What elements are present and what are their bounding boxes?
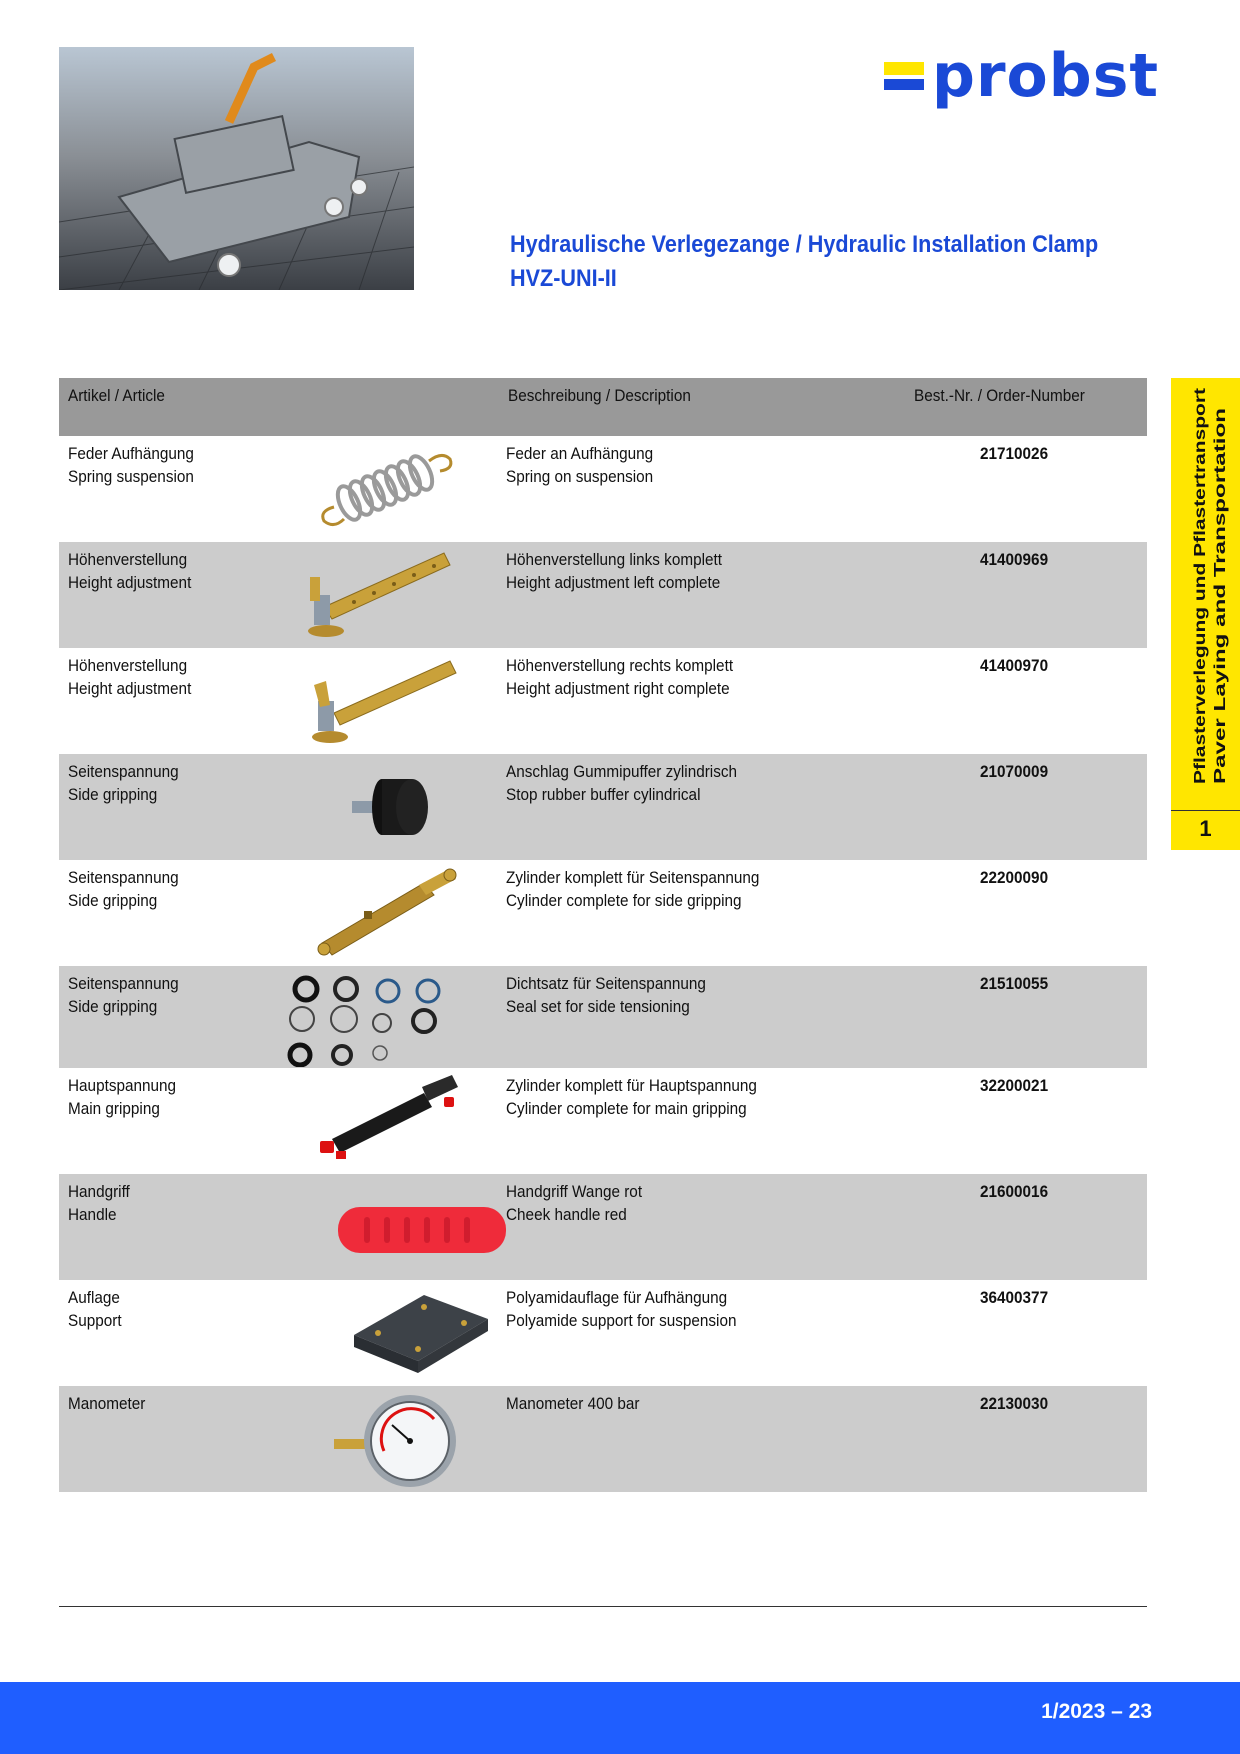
article-name: Auflage Support [68,1288,122,1330]
description: Dichtsatz für Seitenspannung Seal set for side tensioning [506,974,706,1016]
order-number: 21070009 [980,762,1049,781]
title-line-2: HVZ-UNI-II [510,265,617,292]
order-number: 21710026 [980,444,1049,463]
hydraulic-cylinder-icon [274,865,514,961]
table-row [59,436,1147,542]
table-row [59,542,1147,648]
page-number: 1/2023 – 23 [1041,1700,1152,1723]
order-number: 41400970 [980,656,1049,675]
table-header [59,378,1147,436]
table-row [59,1386,1147,1492]
description: Anschlag Gummipuffer zylindrisch Stop rubber buffer cylindrical [506,762,738,804]
probst-logo [880,46,1186,114]
table-row [59,860,1147,966]
footer-bar [0,1682,1240,1754]
article-name: Manometer [68,1394,146,1413]
title-line-1: Hydraulische Verlegezange / Hydraulic Installation Clamp [510,231,1099,258]
chapter-tab-label [1183,382,1233,786]
height-adjust-left-icon [274,547,514,643]
table-row [59,1068,1147,1174]
page-title [510,228,1098,296]
clamp-machine-illustration [59,47,414,290]
table-row [59,648,1147,754]
order-number: 22130030 [980,1394,1049,1413]
description: Polyamidauflage für Aufhängung Polyamide support for suspension [506,1288,737,1330]
rubber-buffer-icon [274,759,514,855]
description: Handgriff Wange rot Cheek handle red [506,1182,643,1224]
article-name: Seitenspannung Side gripping [68,762,179,804]
pressure-gauge-icon [274,1391,514,1487]
article-name: Seitenspannung Side gripping [68,868,179,910]
footer-rule [59,1606,1147,1607]
parts-table [59,378,1147,1492]
header-description: Beschreibung / Description [508,386,691,405]
description: Höhenverstellung rechts komplett Height adjustment right complete [506,656,734,698]
article-name: Feder Aufhängung Spring suspension [68,444,194,486]
table-row [59,1174,1147,1280]
order-number: 41400969 [980,550,1049,569]
article-name: Hauptspannung Main gripping [68,1076,177,1118]
chapter-tab [1171,378,1240,850]
order-number: 21510055 [980,974,1049,993]
description: Feder an Aufhängung Spring on suspension [506,444,654,486]
article-name: Höhenverstellung Height adjustment [68,656,192,698]
description: Zylinder komplett für Seitenspannung Cylinder complete for side gripping [506,868,760,910]
handle-grip-icon [274,1179,514,1275]
order-number: 22200090 [980,868,1049,887]
article-name: Seitenspannung Side gripping [68,974,179,1016]
description: Manometer 400 bar [506,1394,640,1413]
table-row [59,966,1147,1068]
header-article: Artikel / Article [68,386,165,405]
main-cylinder-icon [274,1073,514,1169]
chapter-tab-divider [1171,810,1240,811]
seal-set-icon [274,971,514,1067]
description: Zylinder komplett für Hauptspannung Cylinder complete for main gripping [506,1076,757,1118]
support-plate-icon [274,1285,514,1381]
description: Höhenverstellung links komplett Height adjustment left complete [506,550,723,592]
header-order-number: Best.-Nr. / Order-Number [914,386,1085,405]
svg-text:Pflasterverlegung und Pflaster: Pflasterverlegung und Pflastertransport [1192,481,1209,784]
order-number: 36400377 [980,1288,1049,1307]
height-adjust-right-icon [274,653,514,749]
article-name: Handgriff Handle [68,1182,130,1224]
table-row [59,754,1147,860]
table-row [59,1280,1147,1386]
article-name: Höhenverstellung Height adjustment [68,550,192,592]
order-number: 32200021 [980,1076,1049,1095]
order-number: 21600016 [980,1182,1049,1201]
chapter-number: 1 [1199,816,1212,841]
svg-text:Paver Laying and Transportatio: Paver Laying and Transportation [1212,535,1229,784]
spring-icon [274,441,514,537]
hero-photo [59,47,414,290]
svg-text:probst: probst [932,46,1160,111]
